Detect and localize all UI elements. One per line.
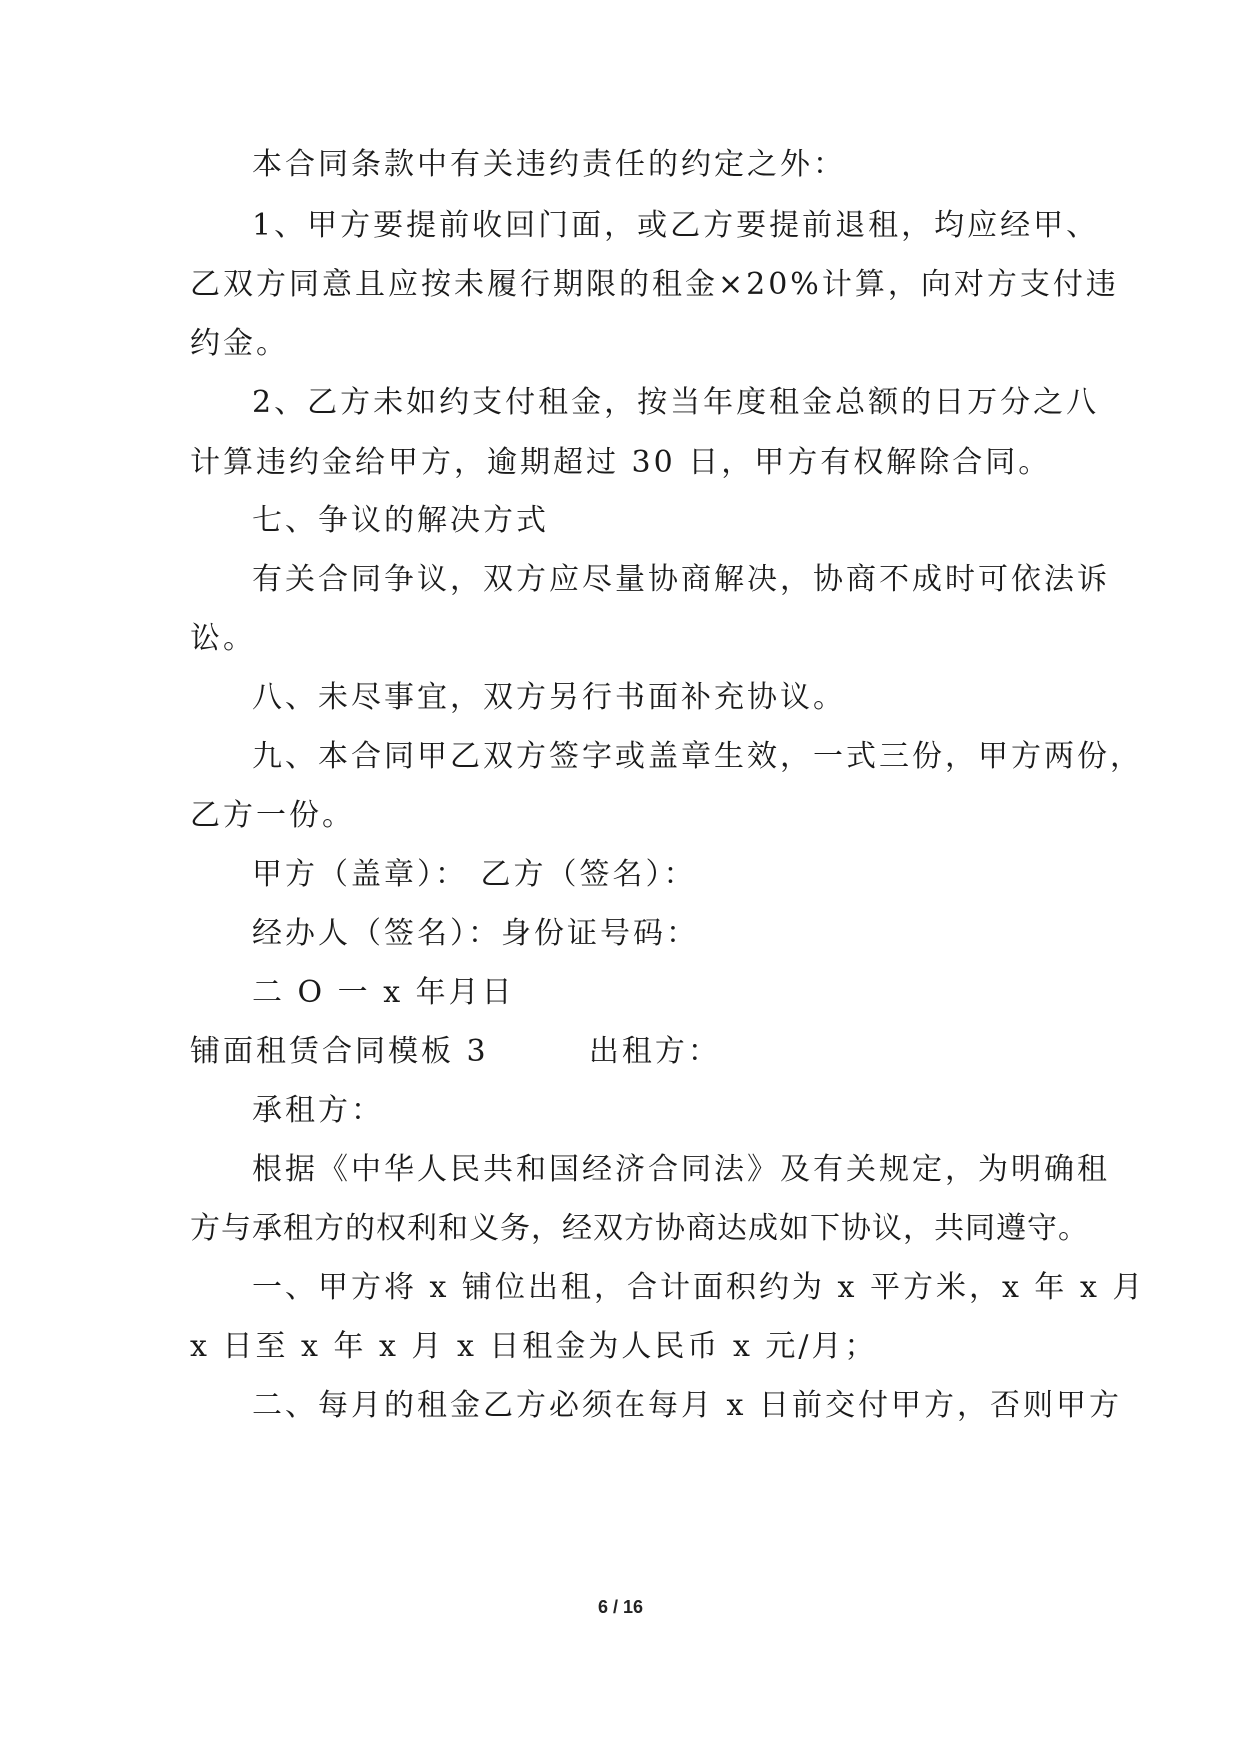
paragraph-line: 承租方：	[252, 1093, 384, 1128]
signature-line: 甲方（盖章）： 乙方（签名）：	[252, 857, 697, 892]
paragraph-line: 2、乙方未如约支付租金，按当年度租金总额的日万分之八	[252, 385, 1100, 420]
page-number: 6 / 16	[597, 1597, 644, 1617]
paragraph-line: x 日至 x 年 x 月 x 日租金为人民币 x 元/月；	[190, 1329, 878, 1364]
paragraph-line: 有关合同争议，双方应尽量协商解决，协商不成时可依法诉	[252, 562, 1110, 597]
paragraph-line: 方与承租方的权利和义务，经双方协商达成如下协议，共同遵守。	[190, 1211, 1089, 1246]
paragraph-line: 一、甲方将 x 铺位出租，合计面积约为 x 平方米，x 年 x 月	[252, 1270, 1146, 1305]
signature-line: 经办人（签名）：身份证号码：	[252, 916, 699, 951]
paragraph-line: 乙方一份。	[190, 798, 355, 833]
paragraph-line: 九、本合同甲乙双方签字或盖章生效，一式三份，甲方两份，	[252, 739, 1143, 774]
paragraph-line: 二、每月的租金乙方必须在每月 x 日前交付甲方，否则甲方	[252, 1388, 1122, 1423]
paragraph-line: 计算违约金给甲方，逾期超过 30 日，甲方有权解除合同。	[190, 445, 1052, 480]
paragraph-line: 1、甲方要提前收回门面，或乙方要提前退租，均应经甲、	[252, 208, 1100, 243]
paragraph-line: 根据《中华人民共和国经济合同法》及有关规定，为明确租	[252, 1152, 1110, 1187]
paragraph-line: 乙双方同意且应按未履行期限的租金×20%计算，向对方支付违	[190, 267, 1119, 302]
section-heading: 七、争议的解决方式	[252, 503, 549, 538]
paragraph-line: 约金。	[190, 326, 289, 361]
paragraph-line: 讼。	[190, 621, 256, 656]
paragraph-line: 八、未尽事宜，双方另行书面补充协议。	[252, 680, 846, 715]
template-title: 铺面租赁合同模板 3 出租方：	[190, 1034, 721, 1069]
paragraph-line: 本合同条款中有关违约责任的约定之外：	[252, 147, 846, 182]
date-line: 二 O 一 x 年月日	[252, 975, 515, 1010]
